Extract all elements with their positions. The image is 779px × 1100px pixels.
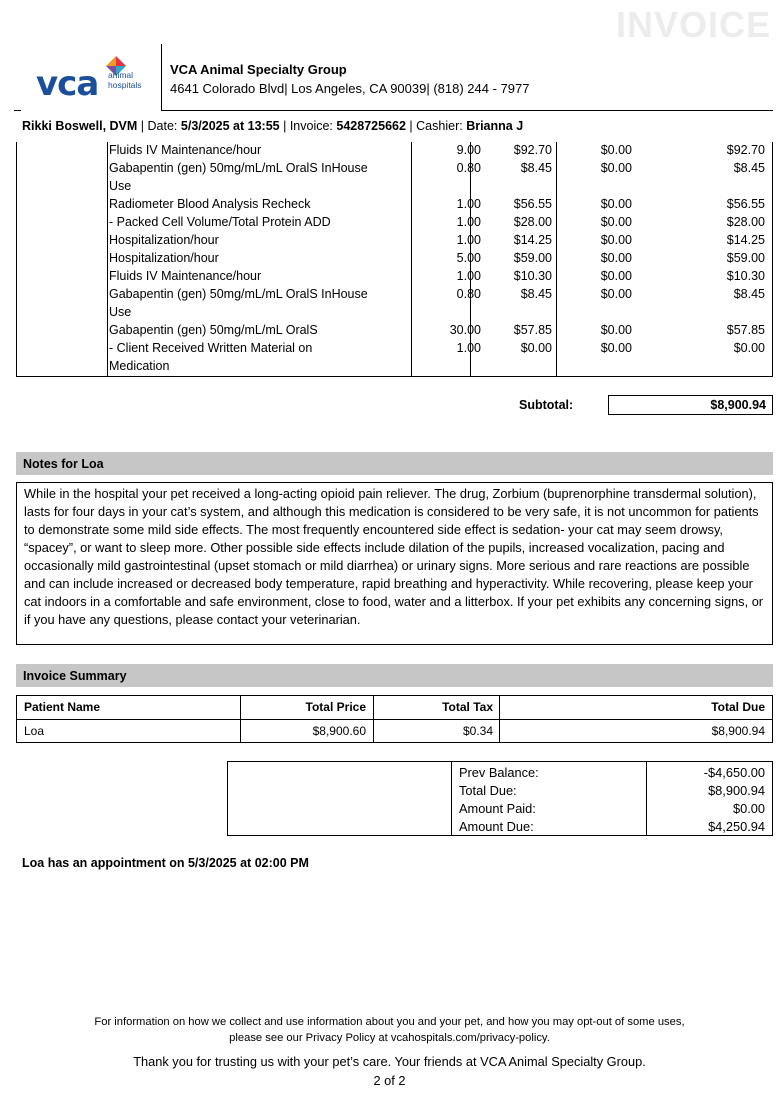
- line-item-description: Medication: [109, 359, 170, 373]
- invoice-number: 5428725662: [336, 119, 406, 133]
- invoice-summary-title: Invoice Summary: [16, 664, 773, 687]
- line-item-quantity: 30.00: [449, 323, 481, 337]
- org-address: 4641 Colorado Blvd| Los Angeles, CA 90039| (818) 244 - 7977: [170, 81, 530, 96]
- balance-label: Amount Paid:: [459, 801, 536, 816]
- balance-label: Amount Due:: [459, 819, 534, 834]
- page-number: 2 of 2: [373, 1073, 406, 1088]
- line-item-price: $92.70: [513, 143, 552, 157]
- line-item-price: $28.00: [513, 215, 552, 229]
- line-item-tax: $0.00: [600, 251, 632, 265]
- line-item-row: [17, 178, 772, 196]
- line-item-description: Fluids IV Maintenance/hour: [109, 269, 262, 283]
- line-item-quantity: 0.80: [456, 161, 481, 175]
- line-item-total: $10.30: [726, 269, 765, 283]
- line-item-description: - Client Received Written Material on: [109, 341, 313, 355]
- line-item-description: Gabapentin (gen) 50mg/mL/mL OralS InHouse: [109, 287, 368, 301]
- summary-data-row: [17, 720, 772, 743]
- summary-header-row: [17, 696, 772, 719]
- line-item-row: [17, 232, 772, 250]
- line-item-description: Hospitalization/hour: [109, 233, 219, 247]
- summary-total-tax: $0.34: [462, 724, 493, 738]
- line-item-tax: $0.00: [600, 341, 632, 355]
- line-item-total: $8.45: [733, 161, 765, 175]
- date-label: Date:: [147, 119, 178, 133]
- notes-section-title: Notes for Loa: [16, 452, 773, 475]
- line-item-tax: $0.00: [600, 323, 632, 337]
- line-item-quantity: 5.00: [456, 251, 481, 265]
- line-item-description: Radiometer Blood Analysis Recheck: [109, 197, 311, 211]
- line-item-row: [17, 250, 772, 268]
- line-item-tax: $0.00: [600, 233, 632, 247]
- line-item-quantity: 1.00: [456, 215, 481, 229]
- invoice-number-label: Invoice:: [289, 119, 333, 133]
- line-item-price: $8.45: [520, 287, 552, 301]
- line-item-total: $92.70: [726, 143, 765, 157]
- line-item-quantity: 1.00: [456, 233, 481, 247]
- org-name: VCA Animal Specialty Group: [170, 62, 347, 77]
- balance-table: [227, 761, 773, 836]
- line-item-description: Hospitalization/hour: [109, 251, 219, 265]
- summary-header-due: Total Due: [711, 700, 765, 714]
- balance-value: $4,250.94: [708, 819, 765, 834]
- invoice-header: [0, 44, 779, 110]
- line-item-quantity: 1.00: [456, 341, 481, 355]
- cashier-label: Cashier:: [416, 119, 463, 133]
- line-item-total: $28.00: [726, 215, 765, 229]
- balance-value: $8,900.94: [708, 783, 765, 798]
- line-item-total: $0.00: [733, 341, 765, 355]
- line-item-price: $56.55: [513, 197, 552, 211]
- line-item-total: $14.25: [726, 233, 765, 247]
- line-item-price: $59.00: [513, 251, 552, 265]
- balance-value: $0.00: [732, 801, 765, 816]
- balance-label: Total Due:: [459, 783, 517, 798]
- summary-header-tax: Total Tax: [442, 700, 493, 714]
- summary-total-due: $8,900.94: [711, 724, 765, 738]
- line-item-tax: $0.00: [600, 197, 632, 211]
- line-item-price: $14.25: [513, 233, 552, 247]
- summary-header-price: Total Price: [305, 700, 366, 714]
- line-item-price: $8.45: [520, 161, 552, 175]
- line-item-tax: $0.00: [600, 143, 632, 157]
- summary-patient-name: Loa: [24, 724, 45, 738]
- privacy-notice: For information on how we collect and use information about you and your pet, and how you may opt-out of some uses, please see our Privacy Policy at vcahospitals.com/privacy-policy.: [94, 1016, 685, 1044]
- line-item-row: [17, 340, 772, 358]
- line-item-row: [17, 214, 772, 232]
- line-item-total: $56.55: [726, 197, 765, 211]
- line-item-description: Gabapentin (gen) 50mg/mL/mL OralS InHouse: [109, 161, 368, 175]
- line-item-total: $57.85: [726, 323, 765, 337]
- line-item-quantity: 1.00: [456, 197, 481, 211]
- line-item-description: Fluids IV Maintenance/hour: [109, 143, 262, 157]
- line-item-description: Use: [109, 305, 132, 319]
- header-divider-vertical: [161, 44, 162, 110]
- subtotal-label: Subtotal:: [519, 398, 574, 412]
- invoice-date: 5/3/2025 at 13:55: [180, 119, 280, 133]
- balance-row: [228, 800, 772, 818]
- line-item-tax: $0.00: [600, 269, 632, 283]
- balance-row: [228, 764, 772, 782]
- line-item-row: [17, 160, 772, 178]
- line-item-price: $10.30: [513, 269, 552, 283]
- line-item-price: $0.00: [520, 341, 552, 355]
- line-item-tax: $0.00: [600, 215, 632, 229]
- summary-header-patient: Patient Name: [24, 700, 101, 714]
- logo-subtitle: animal hospitals: [108, 70, 142, 90]
- balance-row: [228, 818, 772, 836]
- header-divider-horizontal: [161, 110, 773, 111]
- cashier-name: Brianna J: [466, 119, 524, 133]
- line-item-row: [17, 268, 772, 286]
- invoice-summary-table: [16, 695, 773, 743]
- summary-total-price: $8,900.60: [312, 724, 366, 738]
- subtotal-value: $8,900.94: [608, 395, 773, 415]
- vca-logo: [36, 62, 151, 104]
- thank-you-message: Thank you for trusting us with your pet’s care. Your friends at VCA Animal Specialty Group.: [133, 1054, 646, 1069]
- line-item-description: Use: [109, 179, 132, 193]
- balance-value: -$4,650.00: [703, 765, 765, 780]
- line-items-table: [16, 142, 773, 377]
- invoice-watermark: INVOICE: [615, 4, 771, 45]
- appointment-notice: Loa has an appointment on 5/3/2025 at 02:00 PM: [22, 856, 309, 870]
- line-item-total: $59.00: [726, 251, 765, 265]
- line-item-description: - Packed Cell Volume/Total Protein ADD: [109, 215, 331, 229]
- line-item-row: [17, 286, 772, 304]
- line-item-quantity: 0.80: [456, 287, 481, 301]
- line-item-row: [17, 196, 772, 214]
- line-item-quantity: 1.00: [456, 269, 481, 283]
- line-item-price: $57.85: [513, 323, 552, 337]
- line-item-tax: $0.00: [600, 161, 632, 175]
- line-item-row: [17, 322, 772, 340]
- line-item-row: [17, 358, 772, 376]
- line-item-description: Gabapentin (gen) 50mg/mL/mL OralS: [109, 323, 318, 337]
- doctor-name: Rikki Boswell, DVM: [22, 119, 138, 133]
- logo-wordmark: vca: [36, 64, 99, 104]
- line-item-row: [17, 304, 772, 322]
- line-item-quantity: 9.00: [456, 143, 481, 157]
- line-item-total: $8.45: [733, 287, 765, 301]
- notes-body: While in the hospital your pet received a long-acting opioid pain reliever. The drug, Zorbium (buprenorphine transdermal solution), lasts for four days in your cat’s system, and although this medication is considered to be very safe, it is not uncommon for patients to demonstrate some mild side effects. The most frequently encountered side effect is sedation- your cat may seem drowsy, “spacey”, or want to sleep more. Other possible side effects include dilation of the pupils, increased vocalization, pacing and occasionally mild gastrointestinal (upset stomach or mild diarrhea) or urinary signs. More serious and rare reactions are possible and can include increased or decreased body temperature, rapid breathing and hyperactivity. While recovering, please keep your cat indoors in a comfortable and safe environment, close to food, water and a litterbox. If your pet exhibits any concerning signs, or if you have any questions, please contact your veterinarian.: [16, 482, 773, 645]
- balance-row: [228, 782, 772, 800]
- line-item-tax: $0.00: [600, 287, 632, 301]
- line-item-row: [17, 142, 772, 160]
- balance-label: Prev Balance:: [459, 765, 539, 780]
- header-tick: [14, 110, 21, 111]
- invoice-info-line: Rikki Boswell, DVM | Date: 5/3/2025 at 13:55 | Invoice: 5428725662 | Cashier: Brianna J: [22, 119, 524, 133]
